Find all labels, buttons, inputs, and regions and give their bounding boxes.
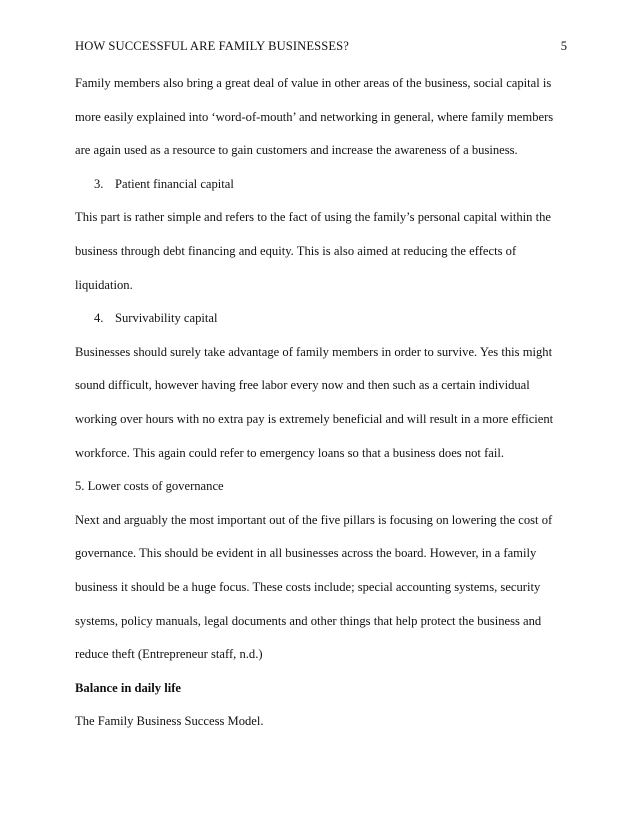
page-header [75,37,567,55]
paragraph-survivability [75,336,567,470]
paragraph-patient-capital [75,201,567,302]
section-heading: Balance in daily life [75,680,182,695]
text-line: Businesses should surely take advantage of family members in order to survive. Yes this might [75,344,553,359]
text-line: more easily explained into ‘word-of-mouth’ and networking in general, where family members [75,109,554,124]
paragraph-governance [75,504,567,672]
text-line: are again used as a resource to gain customers and increase the awareness of a business. [75,143,518,158]
page-number: 5 [560,39,567,53]
text-line: sound difficult, however having free labor every now and then such as a certain individual [75,378,530,393]
text-line: reduce theft (Entrepreneur staff, n.d.) [75,647,263,662]
list-number: 4. [94,311,104,326]
list-item-survivability-capital [75,302,567,336]
closing-line: The Family Business Success Model. [75,714,264,729]
subheading-lower-costs: 5. Lower costs of governance [75,479,224,494]
list-item-patient-financial-capital [75,168,567,202]
text-line: working over hours with no extra pay is extremely beneficial and will result in a more efficient [75,411,554,426]
document-body [75,67,567,739]
text-line: liquidation. [75,277,133,292]
list-number: 3. [94,176,104,191]
text-line: business it should be a huge focus. These costs include; special accounting systems, security [75,579,541,594]
list-item-text: Survivability capital [115,311,218,326]
text-line: Family members also bring a great deal of value in other areas of the business, social capital is [75,76,552,90]
text-line: business through debt financing and equity. This is also aimed at reducing the effects of [75,243,517,258]
running-head: HOW SUCCESSFUL ARE FAMILY BUSINESSES? [75,39,349,53]
text-line: systems, policy manuals, legal documents and other things that help protect the business and [75,613,542,628]
text-line: This part is rather simple and refers to the fact of using the family’s personal capital within the [75,210,551,225]
list-item-text: Patient financial capital [115,176,234,191]
text-line: workforce. This again could refer to emergency loans so that a business does not fail. [75,445,504,460]
text-line: Next and arguably the most important out of the five pillars is focusing on lowering the cost of [75,512,553,527]
paragraph-social-capital [75,67,567,168]
text-line: governance. This should be evident in all businesses across the board. However, in a family [75,546,537,561]
